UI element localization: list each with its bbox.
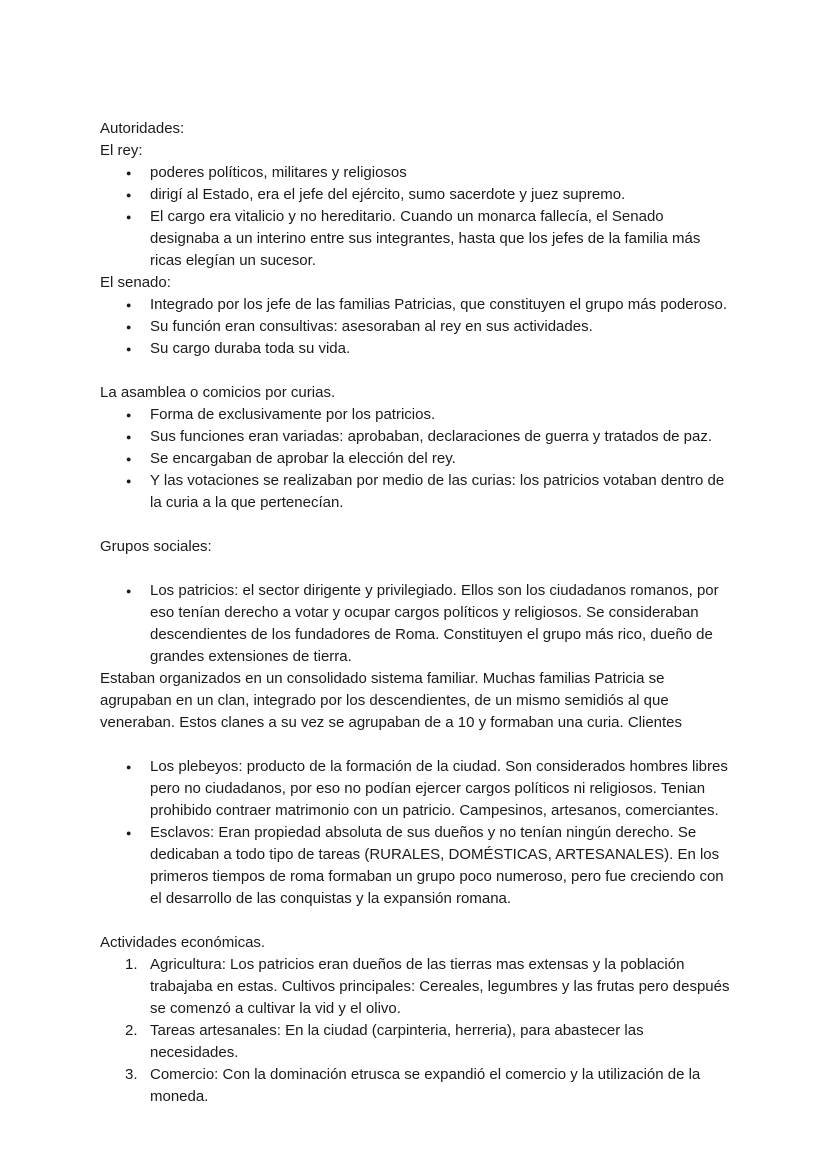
bullet-item: ● Su cargo duraba toda su vida. (100, 338, 734, 360)
paragraph: Estaban organizados en un consolidado sistema familiar. Muchas familias Patricia se agrupaban en un clan, integrado por los descendientes, de un mismo semidiós al que veneraban. Estos clanes a su vez se agrupaban de a 10 y formaban una curia. Clientes (100, 670, 683, 731)
paragraph: El senado: (100, 274, 171, 291)
bullet-list (100, 294, 734, 360)
bullet-item: ● Los patricios: el sector dirigente y privilegiado. Ellos son los ciudadanos romanos, por eso tenían derecho a votar y ocupar cargos políticos y religiosos. Se consideraban descendientes de los fundadores de Roma. Constituyen el grupo más rico, dueño de grandes extensiones de tierra. (100, 580, 734, 668)
blank-line (100, 734, 734, 756)
paragraph: La asamblea o comicios por curias. (100, 384, 336, 401)
document-content (100, 118, 734, 1108)
bullet-list (100, 162, 734, 272)
bullet-item: ● Sus funciones eran variadas: aprobaban, declaraciones de guerra y tratados de paz. (100, 426, 734, 448)
bullet-item: ● Su función eran consultivas: asesoraban al rey en sus actividades. (100, 316, 734, 338)
bullet-list (100, 580, 734, 668)
blank-line (100, 514, 734, 536)
paragraph: Actividades económicas. (100, 934, 266, 951)
bullet-item: ● Se encargaban de aprobar la elección del rey. (100, 448, 734, 470)
numbered-list (100, 954, 734, 1108)
bullet-item: ● El cargo era vitalicio y no hereditario. Cuando un monarca fallecía, el Senado designaba a un interino entre sus integrantes, hasta que los jefes de la familia más ricas elegían un sucesor. (100, 206, 734, 272)
paragraph: Autoridades: (100, 120, 185, 137)
blank-line (100, 360, 734, 382)
bullet-item: ● Forma de exclusivamente por los patricios. (100, 404, 734, 426)
paragraph: El rey: (100, 142, 143, 159)
numbered-item: Comercio: Con la dominación etrusca se expandió el comercio y la utilización de la moneda. (150, 1066, 701, 1105)
bullet-item: ● Y las votaciones se realizaban por medio de las curias: los patricios votaban dentro de la curia a la que pertenecían. (100, 470, 734, 514)
bullet-list (100, 756, 734, 910)
numbered-item: Tareas artesanales: En la ciudad (carpinteria, herreria), para abastecer las necesidades. (150, 1022, 644, 1061)
bullet-item: ● dirigí al Estado, era el jefe del ejército, sumo sacerdote y juez supremo. (100, 184, 734, 206)
numbered-item: Agricultura: Los patricios eran dueños de las tierras mas extensas y la población trabajaba en estas. Cultivos principales: Cereales, legumbres y las frutas pero después se comenzó a cultivar la vid y el olivo. (150, 956, 730, 1017)
bullet-item: ● poderes políticos, militares y religiosos (100, 162, 734, 184)
bullet-item: ● Esclavos: Eran propiedad absoluta de sus dueños y no tenían ningún derecho. Se dedicaban a todo tipo de tareas (RURALES, DOMÉSTICAS, ARTESANALES). En los primeros tiempos de roma formaban un grupo poco numeroso, pero fue creciendo con el desarrollo de las conquistas y la expansión romana. (100, 822, 734, 910)
blank-line (100, 558, 734, 580)
bullet-item: ● Integrado por los jefe de las familias Patricias, que constituyen el grupo más poderoso. (100, 294, 734, 316)
paragraph: Grupos sociales: (100, 538, 212, 555)
blank-line (100, 910, 734, 932)
bullet-item: ● Los plebeyos: producto de la formación de la ciudad. Son considerados hombres libres pero no ciudadanos, por eso no podían ejercer cargos políticos ni religiosos. Tenian prohibido contraer matrimonio con un patricio. Campesinos, artesanos, comerciantes. (100, 756, 734, 822)
bullet-list (100, 404, 734, 514)
